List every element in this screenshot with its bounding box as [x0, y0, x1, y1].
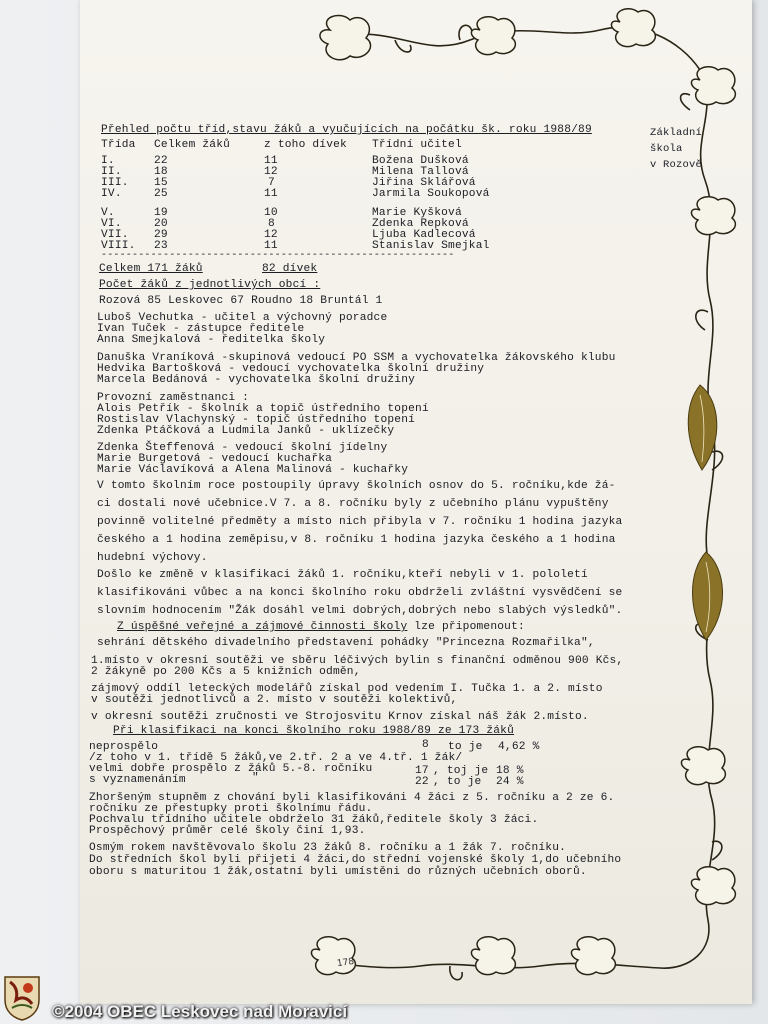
table-cell-class: VIII.	[101, 240, 136, 252]
table-cell-teacher: Jiřina Sklářová	[372, 177, 476, 189]
table-header-class: Třída	[101, 139, 136, 151]
final-line: Do středních škol byli přijeti 4 žáci,do střední vojenské školy 1,do učebního	[89, 854, 622, 866]
table-cell-total: 23	[154, 240, 168, 252]
workers-line: Alois Petřík - školník a topič ústředního topení	[97, 403, 429, 415]
classification-pct: 24 %	[496, 776, 524, 788]
paragraph1-line: ci dostali nové učebnice.V 7. a 8. ročníku byly z učebního plánu vypuštěny	[97, 498, 609, 510]
table-cell-teacher: Ljuba Kadlecová	[372, 229, 476, 241]
table-header-girls: z toho dívek	[264, 139, 347, 151]
table-cell-total: 20	[154, 218, 168, 230]
table-cell-class: VII.	[101, 229, 129, 241]
table-cell-teacher: Marie Kyšková	[372, 207, 462, 219]
conduct-line: Pochvalu třídního učitele obdrželo 31 žáků,ředitele školy 3 žáci.	[89, 814, 539, 826]
conduct-line: ročníku ze přestupky proti školnímu řádu.	[89, 803, 373, 815]
coat-of-arms-icon	[2, 974, 42, 1022]
workers-heading: Provozní zaměstnanci :	[97, 392, 250, 404]
paragraph2-line: klasifikováni vůbec a na konci školního roku obdrželi zvláštní vysvědčení se	[97, 587, 623, 599]
classification-heading: Při klasifikaci na konci školního roku 1988/89 ze 173 žáků	[113, 725, 514, 737]
staff2-line: Danuška Vraníková -skupinová vedoucí PO SSM a vychovatelka žákovského klubu	[97, 352, 616, 364]
villages-heading: Počet žáků z jednotlivých obcí :	[99, 279, 321, 291]
table-cell-girls: 8	[268, 218, 275, 230]
paragraph2-line: slovním hodnocením "Žák dosáhl velmi dobrých,dobrých nebo slabých výsledků".	[97, 605, 623, 617]
table-cell-total: 19	[154, 207, 168, 219]
table-cell-class: III.	[101, 177, 129, 189]
table-cell-total: 22	[154, 155, 168, 167]
activities-line: zájmový oddíl leteckých modelářů získal pod vedením I. Tučka 1. a 2. místo	[91, 683, 603, 695]
classification-value: 22	[415, 776, 429, 788]
table-cell-girls: 12	[264, 166, 278, 178]
school-label-line-1: Základní	[650, 127, 703, 139]
page-number: 178	[336, 956, 355, 970]
classification-note: , to je	[433, 776, 482, 788]
paragraph1-line: povinně volitelné předměty a místo nich přibyla v 7. ročníku 1 hodina jazyka	[97, 516, 623, 528]
staff-line: Ivan Tuček - zástupce ředitele	[97, 323, 305, 335]
activities-line: v soutěži jednotlivců a 2. místo v soutěži kolektivů,	[91, 694, 458, 706]
classification-label: velmi dobře prospělo z žáků 5.-8. ročníku	[89, 763, 373, 775]
table-cell-girls: 11	[264, 188, 278, 200]
final-line: Osmým rokem navštěvovalo školu 23 žáků 8. ročníku a 1 žák 7. ročníku.	[89, 842, 567, 854]
activities-line: 2 žákyně po 200 Kčs a 5 knižních odměn,	[91, 666, 361, 678]
table-cell-class: VI.	[101, 218, 122, 230]
table-cell-girls: 7	[268, 177, 275, 189]
activities-line: v okresní soutěži zručnosti ve Strojosvitu Krnov získal náš žák 2.místo.	[91, 711, 589, 723]
staff2-line: Hedvika Bartošková - vedoucí vychovatelka školní družiny	[97, 363, 485, 375]
table-header-total: Celkem žáků	[154, 139, 231, 151]
conduct-line: Prospěchový průměr celé školy činí 1,93.	[89, 825, 366, 837]
activities-heading-tail: lze připomenout:	[407, 621, 525, 633]
classification-note: , toj je	[433, 765, 489, 777]
table-cell-girls: 10	[264, 207, 278, 219]
table-cell-teacher: Božena Dušková	[372, 155, 469, 167]
ditto-mark: "	[252, 772, 259, 784]
table-cell-class: II.	[101, 166, 122, 178]
table-cell-girls: 12	[264, 229, 278, 241]
classification-label: neprospělo	[89, 741, 159, 753]
staff2-line: Marcela Bedánová - vychovatelka školní družiny	[97, 374, 416, 386]
staff-line: Luboš Vechutka - učitel a výchovný poradce	[97, 312, 388, 324]
paragraph2-line: Došlo ke změně v klasifikaci žáků 1. ročníku,kteří nebyli v 1. pololetí	[97, 569, 588, 581]
table-cell-class: I.	[101, 155, 115, 167]
workers-line: Zdenka Ptáčková a Ludmila Janků - uklízečky	[97, 425, 395, 437]
paragraph1-line: hudební výchovy.	[97, 552, 208, 564]
classification-note: to je	[448, 741, 483, 753]
table-cell-teacher: Milena Tallová	[372, 166, 469, 178]
table-cell-girls: 11	[264, 155, 278, 167]
classification-label: /z toho v 1. třídě 5 žáků,ve 2.tř. 2 a ve 4.tř. 1 žák/	[89, 752, 463, 764]
table-header-teacher: Třídní učitel	[372, 139, 462, 151]
total-girls: 82 dívek	[262, 263, 318, 275]
final-line: oboru s maturitou 1 žák,ostatní byli umístěni do různých učebních oborů.	[89, 866, 587, 878]
villages-line: Rozová 85 Leskovec 67 Roudno 18 Bruntál 1	[99, 295, 383, 307]
table-cell-total: 15	[154, 177, 168, 189]
school-label-line-2: škola	[650, 143, 683, 155]
staff-line: Anna Smejkalová - ředitelka školy	[97, 334, 326, 346]
conduct-line: Zhoršeným stupněm z chování byli klasifikováni 4 žáci z 5. ročníku a 2 ze 6.	[89, 792, 615, 804]
table-cell-girls: 11	[264, 240, 278, 252]
table-cell-total: 29	[154, 229, 168, 241]
kitchen-line: Zdenka Šteffenová - vedoucí školní jídelny	[97, 442, 388, 454]
classification-value: 8	[422, 739, 429, 751]
table-cell-total: 18	[154, 166, 168, 178]
paragraph1-line: V tomto školním roce postoupily úpravy školních osnov do 5. ročníku,kde žá-	[97, 480, 616, 492]
page-heading: Přehled počtu tříd,stavu žáků a vyučujících na počátku šk. roku 1988/89	[101, 124, 592, 136]
kitchen-line: Marie Burgetová - vedoucí kuchařka	[97, 453, 333, 465]
table-cell-teacher: Zdenka Repková	[372, 218, 469, 230]
total-pupils: Celkem 171 žáků	[99, 263, 203, 275]
copyright-footer: ©2004 OBEC Leskovec nad Moravicí	[52, 1002, 348, 1021]
classification-label: s vyznamenáním	[89, 774, 186, 786]
table-cell-teacher: Stanislav Smejkal	[372, 240, 490, 252]
activities-line: sehrání dětského divadelního představení pohádky "Princezna Rozmařilka",	[97, 637, 595, 649]
classification-pct: 18 %	[496, 765, 524, 777]
workers-line: Rostislav Vlachynský - topič ústředního topení	[97, 414, 416, 426]
activities-line: 1.místo v okresní soutěži ve sběru léčivých bylin s finanční odměnou 900 Kčs,	[91, 655, 624, 667]
school-label-line-3: v Rozově	[650, 159, 703, 171]
activities-heading: Z úspěšné veřejné a zájmové činnosti školy	[117, 621, 408, 633]
classification-value: 17	[415, 765, 429, 777]
table-rule: ---------------------------------------------------------	[101, 250, 455, 261]
classification-pct: 4,62 %	[498, 741, 540, 753]
table-cell-class: IV.	[101, 188, 122, 200]
table-cell-teacher: Jarmila Soukopová	[372, 188, 490, 200]
paragraph1-line: českého a 1 hodina zeměpisu,v 8. ročníku 1 hodina jazyka českého a 1 hodina	[97, 534, 616, 546]
kitchen-line: Marie Václavíková a Alena Malinová - kuchařky	[97, 464, 409, 476]
table-cell-class: V.	[101, 207, 115, 219]
table-cell-total: 25	[154, 188, 168, 200]
